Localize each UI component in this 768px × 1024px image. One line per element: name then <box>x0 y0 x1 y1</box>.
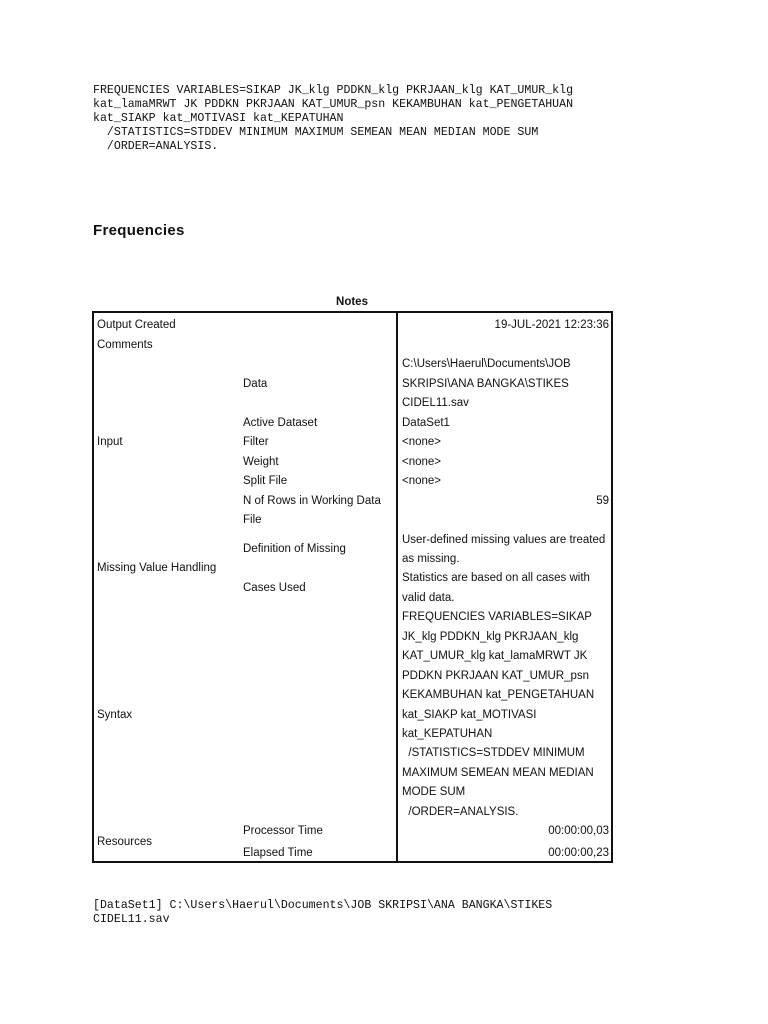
dataset-path-note <box>93 899 552 927</box>
syntax-line: kat_lamaMRWT JK PDDKN PKRJAAN KAT_UMUR_psn KEKAMBUHAN kat_PENGETAHUAN <box>93 98 574 111</box>
n-rows-label: File <box>243 514 262 526</box>
weight-value: <none> <box>402 456 442 468</box>
data-value: SKRIPSI\ANA BANGKA\STIKES <box>402 378 569 390</box>
definition-of-missing-label: Definition of Missing <box>243 543 346 555</box>
data-label: Data <box>243 378 268 390</box>
elapsed-time-value: 00:00:00,23 <box>548 847 609 859</box>
syntax-label: Syntax <box>97 709 133 721</box>
syntax-value-line: KEKAMBUHAN kat_PENGETAHUAN <box>402 689 595 701</box>
filter-label: Filter <box>243 436 269 448</box>
definition-of-missing-value: User-defined missing values are treated <box>402 534 606 546</box>
cases-used-value: valid data. <box>402 592 455 604</box>
output-created-label: Output Created <box>97 319 176 331</box>
elapsed-time-label: Elapsed Time <box>243 847 313 859</box>
definition-of-missing-value: as missing. <box>402 553 460 565</box>
syntax-value-line: /STATISTICS=STDDEV MINIMUM <box>402 747 585 759</box>
active-dataset-value: DataSet1 <box>402 417 450 429</box>
weight-label: Weight <box>243 456 279 468</box>
syntax-value-line: FREQUENCIES VARIABLES=SIKAP <box>402 611 592 623</box>
processor-time-value: 00:00:00,03 <box>548 825 609 837</box>
data-value: C:\Users\Haerul\Documents\JOB <box>402 358 571 370</box>
syntax-value-line: JK_klg PDDKN_klg PKRJAAN_klg <box>402 631 579 643</box>
syntax-line: /ORDER=ANALYSIS. <box>93 140 219 153</box>
syntax-line: kat_SIAKP kat_MOTIVASI kat_KEPATUHAN <box>93 112 344 125</box>
syntax-value-line: MAXIMUM SEMEAN MEAN MEDIAN <box>402 767 594 779</box>
notes-table <box>92 311 613 863</box>
missing-value-handling-label: Missing Value Handling <box>97 562 217 574</box>
syntax-line: /STATISTICS=STDDEV MINIMUM MAXIMUM SEMEAN MEAN MEDIAN MODE SUM <box>93 126 539 139</box>
syntax-value-line: /ORDER=ANALYSIS. <box>402 806 519 818</box>
dataset-path-line: [DataSet1] C:\Users\Haerul\Documents\JOB SKRIPSI\ANA BANGKA\STIKES <box>93 899 553 912</box>
section-heading: Frequencies <box>93 222 185 239</box>
active-dataset-label: Active Dataset <box>243 417 318 429</box>
filter-value: <none> <box>402 436 442 448</box>
notes-table-title: Notes <box>336 296 368 308</box>
n-rows-value: 59 <box>596 495 609 507</box>
syntax-value-line: kat_KEPATUHAN <box>402 728 493 740</box>
syntax-value-line: kat_SIAKP kat_MOTIVASI <box>402 709 537 721</box>
data-value: CIDEL11.sav <box>402 397 469 409</box>
syntax-command-block <box>93 84 573 154</box>
processor-time-label: Processor Time <box>243 825 323 837</box>
syntax-value-line: MODE SUM <box>402 786 466 798</box>
syntax-value-line: KAT_UMUR_klg kat_lamaMRWT JK <box>402 650 588 662</box>
cases-used-value: Statistics are based on all cases with <box>402 572 590 584</box>
split-file-value: <none> <box>402 475 442 487</box>
syntax-line: FREQUENCIES VARIABLES=SIKAP JK_klg PDDKN_klg PKRJAAN_klg KAT_UMUR_klg <box>93 84 574 97</box>
input-label: Input <box>97 436 123 448</box>
resources-label: Resources <box>97 836 152 848</box>
syntax-value-line: PDDKN PKRJAAN KAT_UMUR_psn <box>402 670 590 682</box>
split-file-label: Split File <box>243 475 288 487</box>
table-column-divider <box>396 313 398 861</box>
dataset-path-line: CIDEL11.sav <box>93 913 170 926</box>
comments-label: Comments <box>97 339 153 351</box>
n-rows-label: N of Rows in Working Data <box>243 495 381 507</box>
output-created-value: 19-JUL-2021 12:23:36 <box>494 319 609 331</box>
cases-used-label: Cases Used <box>243 582 306 594</box>
